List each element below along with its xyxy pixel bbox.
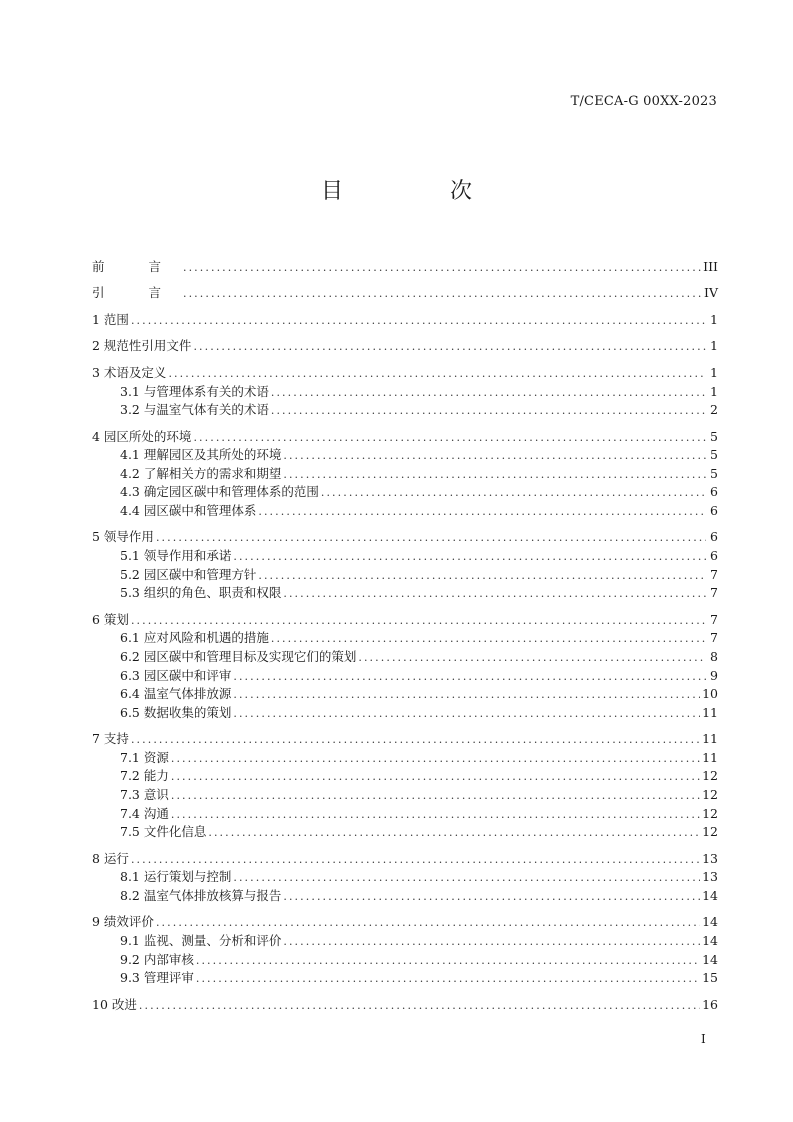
toc-entry-label: 8 运行	[92, 850, 129, 866]
toc-entry-label: 4.4 园区碳中和管理体系	[120, 502, 257, 518]
toc-entry[interactable]	[92, 913, 718, 932]
toc-subentry[interactable]	[92, 951, 718, 970]
toc-entry-page: 1	[710, 338, 718, 354]
toc-entry-page: 8	[710, 648, 718, 664]
toc-entry-page: 7	[710, 630, 718, 646]
toc-entry-page: 5	[710, 447, 718, 463]
toc-entry-label: 1 范围	[92, 311, 129, 327]
dot-leader	[168, 365, 706, 384]
dot-leader	[196, 970, 700, 989]
toc-entry-label: 5.1 领导作用和承诺	[120, 548, 232, 564]
table-of-contents	[92, 258, 718, 1014]
toc-entry-label: 2 规范性引用文件	[92, 338, 192, 354]
toc-entry[interactable]	[92, 996, 718, 1015]
toc-entry-label: 7.1 资源	[120, 749, 169, 765]
toc-entry-label: 6.4 温室气体排放源	[120, 686, 232, 702]
dot-leader	[258, 567, 706, 586]
toc-entry-page: 15	[702, 970, 718, 986]
toc-subentry[interactable]	[92, 667, 718, 686]
toc-subentry[interactable]	[92, 685, 718, 704]
toc-subentry[interactable]	[92, 805, 718, 824]
toc-entry-page: 11	[702, 749, 718, 765]
toc-entry-label: 5.2 园区碳中和管理方针	[120, 566, 257, 582]
toc-subentry[interactable]	[92, 868, 718, 887]
toc-entry-page: 6	[710, 484, 718, 500]
toc-entry-page: 7	[710, 611, 718, 627]
toc-entry-label: 引 言	[92, 285, 181, 301]
toc-subentry[interactable]	[92, 887, 718, 906]
toc-title: 目 次	[321, 179, 522, 204]
toc-subentry[interactable]	[92, 401, 718, 420]
toc-entry-label: 5.3 组织的角色、职责和权限	[120, 585, 282, 601]
dot-leader	[171, 768, 700, 787]
toc-entry-label: 5 领导作用	[92, 529, 154, 545]
dot-leader	[139, 997, 700, 1016]
dot-leader	[131, 312, 706, 331]
toc-entry-page: 5	[710, 465, 718, 481]
toc-entry-page: 12	[702, 805, 718, 821]
dot-leader	[358, 649, 706, 668]
dot-leader	[258, 503, 706, 522]
dot-leader	[193, 429, 706, 448]
toc-subentry[interactable]	[92, 446, 718, 465]
toc-entry-label: 4.3 确定园区碳中和管理体系的范围	[120, 484, 319, 500]
toc-entry-page: 12	[702, 786, 718, 802]
toc-entry-label: 3 术语及定义	[92, 364, 167, 380]
dot-leader	[131, 612, 706, 631]
toc-entry-page: 7	[710, 566, 718, 582]
toc-entry-label: 8.2 温室气体排放核算与报告	[120, 887, 282, 903]
toc-entry[interactable]	[92, 311, 718, 330]
toc-entry-page: 14	[702, 887, 718, 903]
toc-subentry[interactable]	[92, 483, 718, 502]
toc-entry-page: 1	[710, 311, 718, 327]
toc-subentry[interactable]	[92, 648, 718, 667]
toc-subentry[interactable]	[92, 786, 718, 805]
toc-subentry[interactable]	[92, 584, 718, 603]
toc-entry-label: 6 策划	[92, 611, 129, 627]
toc-entry-label: 8.1 运行策划与控制	[120, 869, 232, 885]
dot-leader	[283, 585, 706, 604]
toc-entry-label: 6.1 应对风险和机遇的措施	[120, 630, 269, 646]
toc-entry[interactable]	[92, 611, 718, 630]
dot-leader	[271, 402, 706, 421]
toc-subentry[interactable]	[92, 547, 718, 566]
dot-leader	[183, 259, 701, 278]
dot-leader	[233, 869, 700, 888]
toc-entry-page: 11	[702, 731, 718, 747]
dot-leader	[271, 630, 706, 649]
toc-entry-label: 7.5 文件化信息	[120, 824, 207, 840]
dot-leader	[233, 686, 700, 705]
toc-entry-page: 2	[710, 402, 718, 418]
toc-entry-page: IV	[704, 285, 718, 301]
dot-leader	[171, 750, 700, 769]
toc-entry-page: 13	[702, 850, 718, 866]
toc-entry[interactable]	[92, 850, 718, 869]
toc-entry[interactable]	[92, 258, 718, 277]
toc-entry-label: 前 言	[92, 259, 181, 274]
toc-subentry[interactable]	[92, 969, 718, 988]
dot-leader	[193, 338, 706, 357]
toc-entry-label: 3.2 与温室气体有关的术语	[120, 402, 269, 418]
toc-entry-page: 12	[702, 768, 718, 784]
toc-entry-label: 10 改进	[92, 996, 137, 1012]
toc-subentry[interactable]	[92, 383, 718, 402]
toc-entry-page: 5	[710, 428, 718, 444]
toc-entry-page: III	[703, 259, 718, 274]
toc-entry-page: 9	[710, 667, 718, 683]
toc-subentry[interactable]	[92, 767, 718, 786]
toc-entry-label: 4 园区所处的环境	[92, 428, 192, 444]
dot-leader	[208, 824, 700, 843]
toc-entry-page: 1	[710, 364, 718, 380]
toc-entry[interactable]	[92, 337, 718, 356]
dot-leader	[283, 933, 700, 952]
dot-leader	[271, 384, 706, 403]
toc-entry-label: 7.4 沟通	[120, 805, 169, 821]
toc-entry[interactable]	[92, 528, 718, 547]
dot-leader	[156, 914, 700, 933]
toc-entry-label: 7.2 能力	[120, 768, 169, 784]
toc-entry-label: 9 绩效评价	[92, 914, 154, 930]
toc-entry-label: 9.1 监视、测量、分析和评价	[120, 932, 282, 948]
dot-leader	[171, 806, 700, 825]
toc-entry-label: 9.3 管理评审	[120, 970, 194, 986]
toc-entry-page: 7	[710, 585, 718, 601]
toc-subentry[interactable]	[92, 704, 718, 723]
toc-entry-page: 6	[710, 502, 718, 518]
toc-entry-label: 4.2 了解相关方的需求和期望	[120, 465, 282, 481]
toc-entry-label: 6.3 园区碳中和评审	[120, 667, 232, 683]
toc-entry-page: 1	[710, 383, 718, 399]
toc-entry-page: 13	[702, 869, 718, 885]
toc-entry-page: 12	[702, 824, 718, 840]
toc-entry-page: 16	[702, 996, 718, 1012]
toc-entry-page: 6	[710, 529, 718, 545]
toc-entry-label: 9.2 内部审核	[120, 951, 194, 967]
dot-leader	[283, 466, 706, 485]
dot-leader	[171, 787, 700, 806]
toc-subentry[interactable]	[92, 502, 718, 521]
toc-subentry[interactable]	[92, 566, 718, 585]
toc-subentry[interactable]	[92, 823, 718, 842]
toc-entry-label: 7 支持	[92, 731, 129, 747]
dot-leader	[131, 731, 700, 750]
toc-entry[interactable]	[92, 364, 718, 383]
dot-leader	[131, 851, 700, 870]
toc-entry-label: 3.1 与管理体系有关的术语	[120, 383, 269, 399]
toc-subentry[interactable]	[92, 629, 718, 648]
dot-leader	[283, 447, 706, 466]
toc-entry-label: 4.1 理解园区及其所处的环境	[120, 447, 282, 463]
dot-leader	[283, 888, 700, 907]
toc-subentry[interactable]	[92, 932, 718, 951]
dot-leader	[196, 952, 700, 971]
dot-leader	[233, 668, 706, 687]
dot-leader	[233, 705, 700, 724]
toc-entry[interactable]	[92, 730, 718, 749]
toc-subentry[interactable]	[92, 749, 718, 768]
dot-leader	[233, 548, 706, 567]
dot-leader	[183, 285, 702, 304]
document-code: T/CECA-G 00XX-2023	[570, 94, 717, 109]
toc-entry-page: 6	[710, 548, 718, 564]
toc-subentry[interactable]	[92, 465, 718, 484]
dot-leader	[156, 529, 706, 548]
toc-entry-label: 7.3 意识	[120, 786, 169, 802]
toc-entry-label: 6.5 数据收集的策划	[120, 704, 232, 720]
toc-entry[interactable]	[92, 428, 718, 447]
toc-entry-page: 14	[702, 932, 718, 948]
toc-entry-page: 10	[702, 686, 718, 702]
toc-entry-page: 14	[702, 914, 718, 930]
toc-entry-page: 14	[702, 951, 718, 967]
dot-leader	[321, 484, 706, 503]
page-number: I	[701, 1032, 706, 1046]
toc-entry-label: 6.2 园区碳中和管理目标及实现它们的策划	[120, 648, 357, 664]
toc-entry-page: 11	[702, 704, 718, 720]
toc-entry[interactable]	[92, 284, 718, 303]
